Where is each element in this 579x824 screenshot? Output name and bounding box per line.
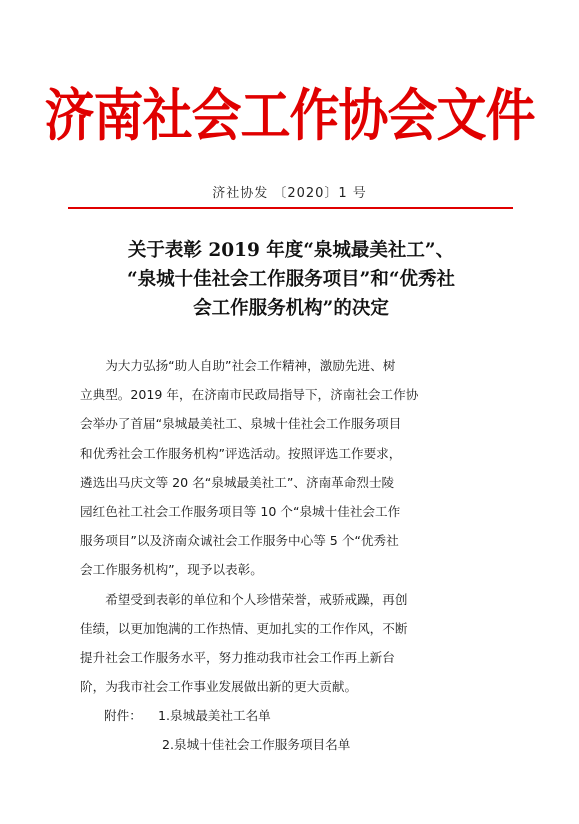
paragraph-line: 会工作服务机构”，现予以表彰。 — [80, 562, 263, 578]
masthead-title: 济南社会工作协会文件 — [44, 82, 535, 149]
paragraph-line: 服务项目”以及济南众诚社会工作服务中心等 5 个“优秀社 — [80, 533, 399, 549]
paragraph-line: 阶，为我市社会工作事业发展做出新的更大贡献。 — [80, 679, 358, 695]
attachment-line — [80, 701, 505, 730]
paragraph-line: 立典型。2019 年，在济南市民政局指导下，济南社会工作协 — [80, 387, 419, 403]
title-line: “泉城十佳社会工作服务项目”和“优秀社 — [127, 269, 455, 290]
paragraph-line: 提升社会工作服务水平，努力推动我市社会工作再上新台 — [80, 649, 395, 665]
paragraph-line: 佳绩，以更加饱满的工作热情、更加扎实的工作作风，不断 — [80, 620, 408, 636]
title-line: 会工作服务机构”的决定 — [193, 298, 389, 319]
paragraph-line: 遴选出马庆文等 20 名“泉城最美社工”、济南革命烈士陵 — [80, 474, 395, 490]
attachment-line — [80, 730, 505, 759]
paragraph-line: 会举办了首届“泉城最美社工、泉城十佳社会工作服务项目 — [80, 416, 402, 432]
title-line: 关于表彰 2019 年度“泉城最美社工”、 — [127, 240, 455, 261]
attachment-label: 附件： — [104, 708, 142, 724]
paragraph-line: 园红色社工社会工作服务项目等 10 个“泉城十佳社会工作 — [80, 503, 401, 519]
document-number: 济社协发 〔2020〕1 号 — [212, 186, 367, 201]
paragraph-line: 和优秀社会工作服务机构”评选活动。按照评选工作要求， — [80, 445, 402, 461]
decision-title — [76, 236, 506, 323]
red-divider-line — [68, 207, 513, 209]
paragraph-line: 为大力弘扬“助人自助”社会工作精神，激励先进、树 — [80, 358, 396, 373]
attachment-item: 1.泉城最美社工名单 — [158, 708, 271, 724]
attachment-item: 2.泉城十佳社会工作服务项目名单 — [162, 737, 351, 753]
paragraph-line: 希望受到表彰的单位和个人珍惜荣誉，戒骄戒躁，再创 — [80, 591, 408, 607]
body-text — [80, 351, 505, 760]
